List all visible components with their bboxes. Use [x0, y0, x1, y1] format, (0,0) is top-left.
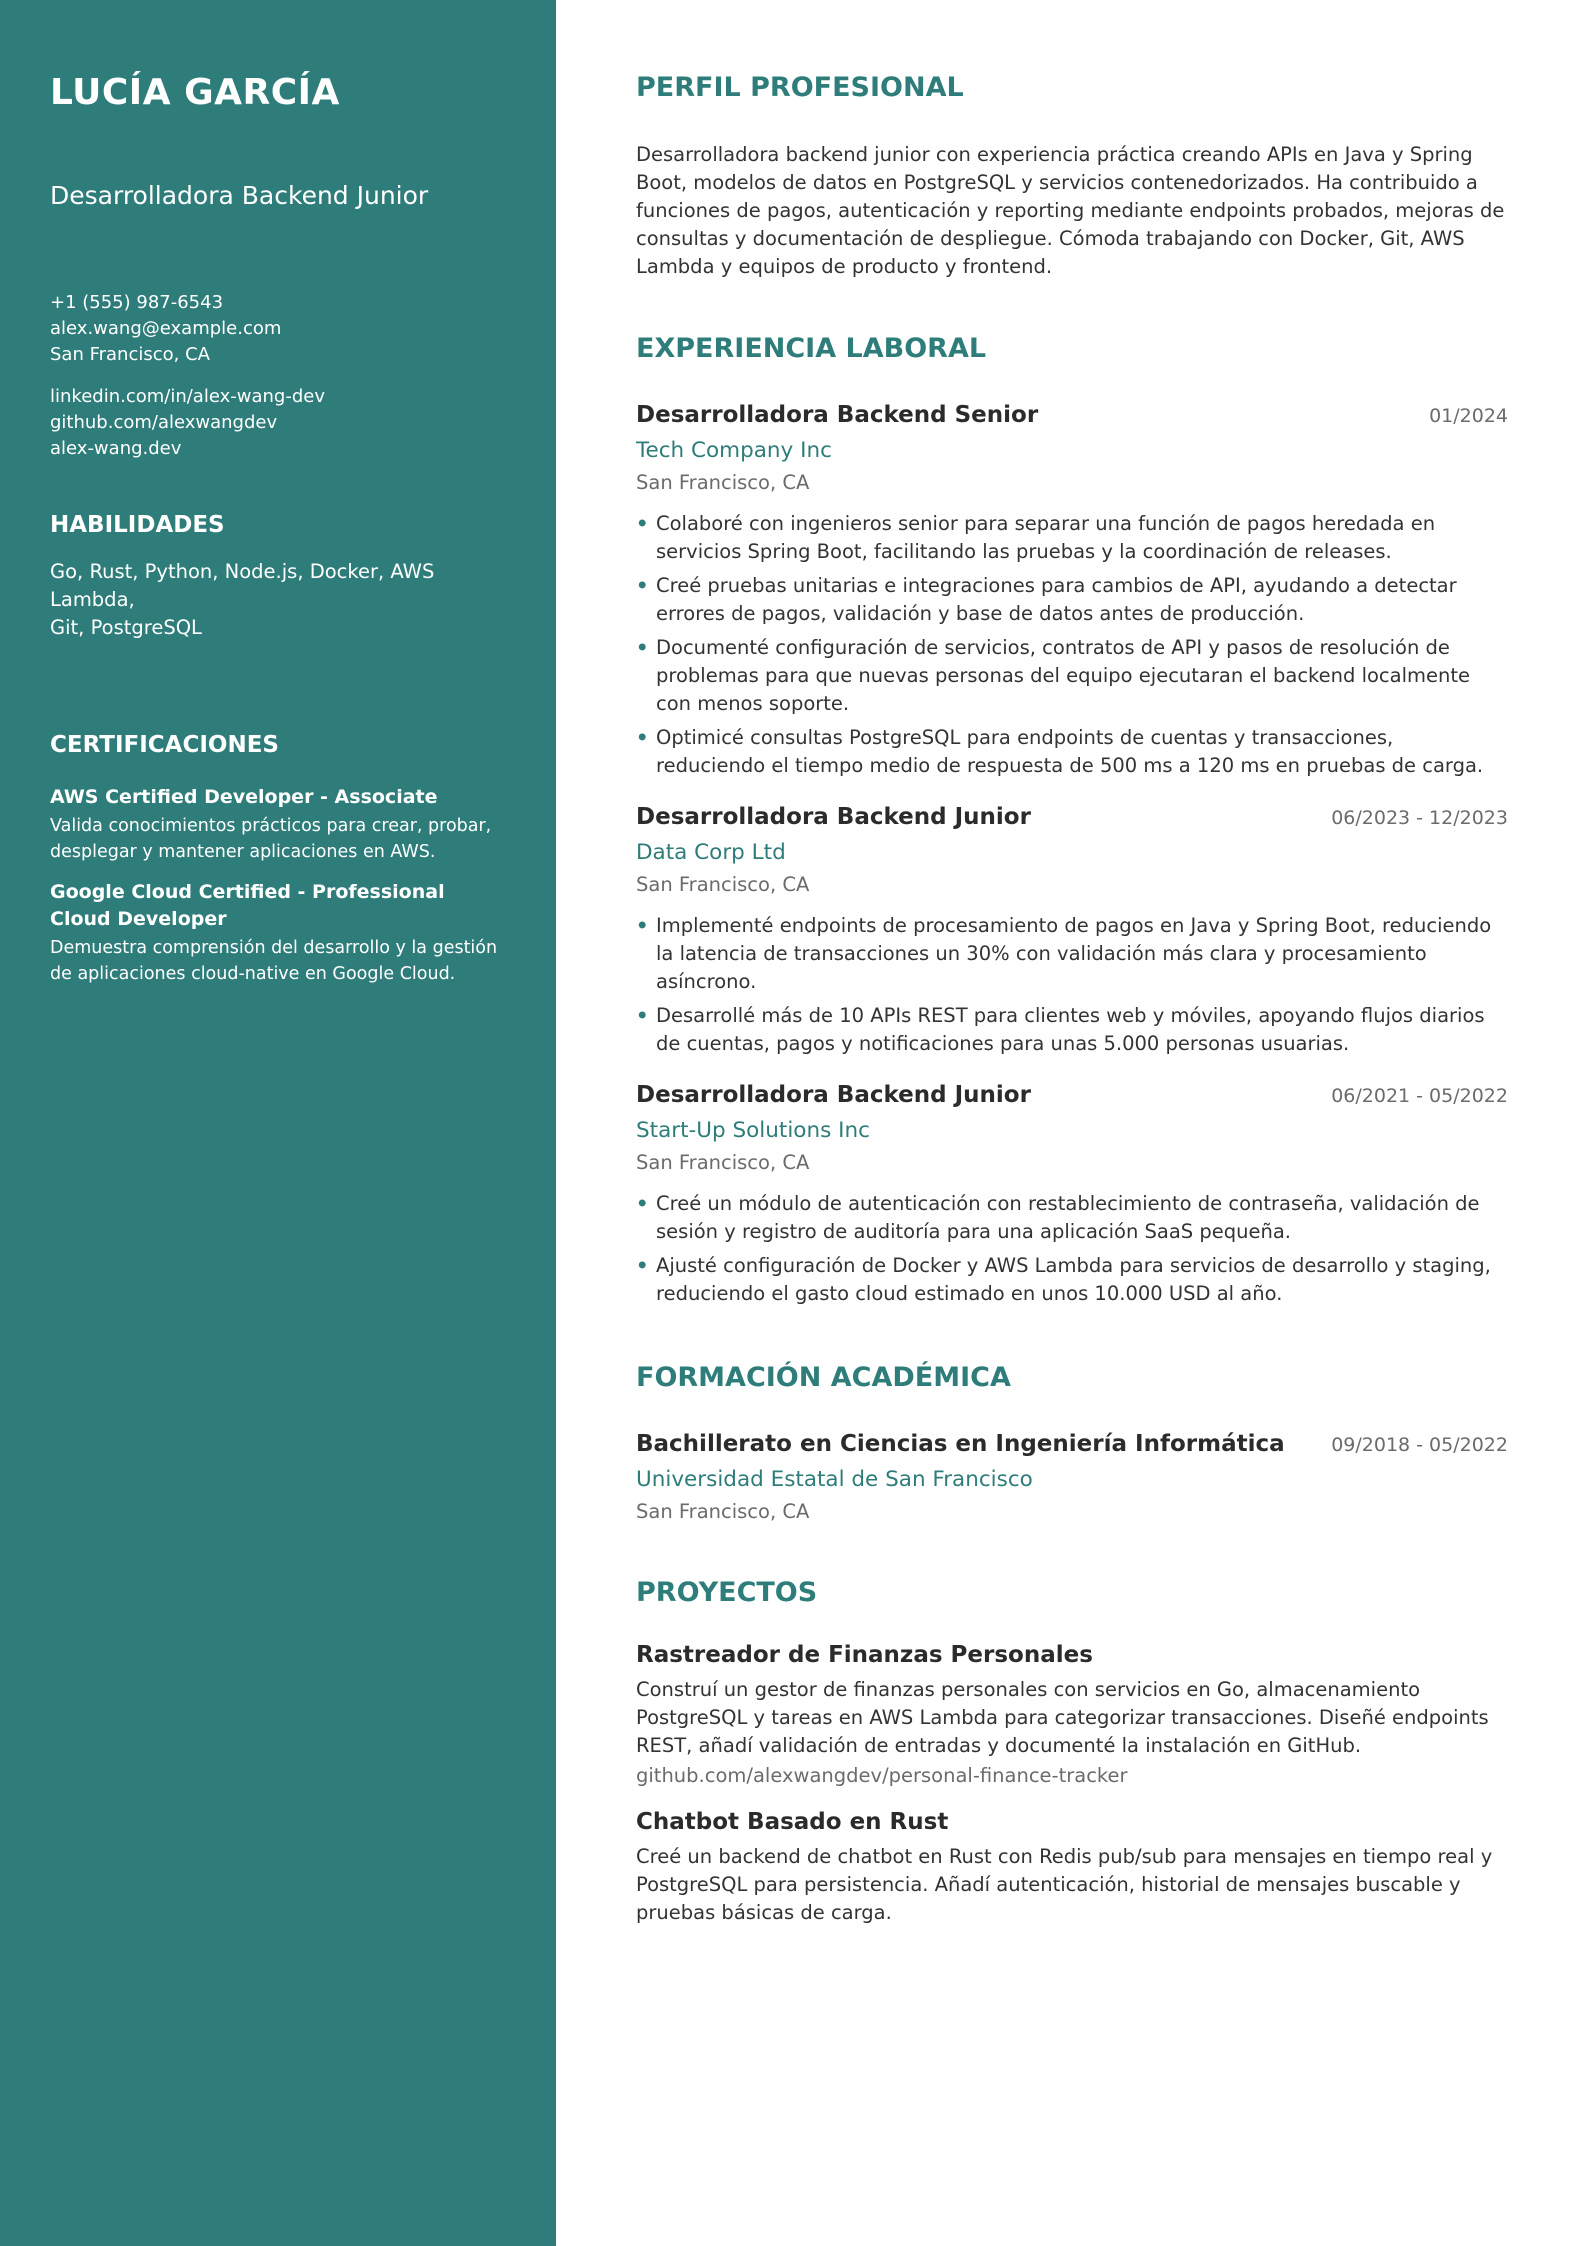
- bullet-icon: •: [636, 914, 649, 937]
- certification-description: Demuestra comprensión del desarrollo y la gestión de aplicaciones cloud-native en Google Cloud.: [50, 938, 498, 984]
- bullet-text: Creé pruebas unitarias e integraciones para cambios de API, ayudando a detectar errores de pagos, validación y base de datos antes de producción.: [656, 574, 1457, 625]
- project-link[interactable]: github.com/alexwangdev/personal-finance-tracker: [636, 1764, 1128, 1787]
- bullet-text: Creé un módulo de autenticación con restablecimiento de contraseña, validación de sesión y registro de auditoría para una aplicación SaaS pequeña.: [656, 1192, 1480, 1243]
- project-description: Construí un gestor de finanzas personales con servicios en Go, almacenamiento PostgreSQL y tareas en AWS Lambda para categorizar transacciones. Diseñé endpoints REST, añadí validación de entradas y documenté la instalación en GitHub.: [636, 1678, 1489, 1757]
- bullet-icon: •: [636, 636, 649, 659]
- job-bullets: [636, 912, 1508, 1058]
- bullet-icon: •: [636, 512, 649, 535]
- project-name: Chatbot Basado en Rust: [636, 1809, 949, 1835]
- job-date: 01/2024: [1429, 405, 1508, 427]
- sidebar: [0, 0, 556, 2246]
- main-content: [636, 0, 1508, 1927]
- candidate-title: Desarrolladora Backend Junior: [50, 181, 429, 210]
- job-location: San Francisco, CA: [636, 873, 810, 896]
- bullet-text: Colaboré con ingenieros senior para separar una función de pagos heredada en servicios Spring Boot, facilitando las pruebas y la coordinación de releases.: [656, 512, 1436, 563]
- certification-name: Google Cloud Certified - Professional Cloud Developer: [50, 881, 445, 930]
- education-heading: FORMACIÓN ACADÉMICA: [636, 1362, 1011, 1393]
- bullet-icon: •: [636, 1254, 649, 1277]
- job-company: Data Corp Ltd: [636, 840, 786, 865]
- bullet-text: Ajusté configuración de Docker y AWS Lambda para servicios de desarrollo y staging, reduciendo el gasto cloud estimado en unos 10.000 USD al año.: [656, 1254, 1491, 1305]
- bullet-text: Implementé endpoints de procesamiento de pagos en Java y Spring Boot, reduciendo la latencia de transacciones un 30% con validación más clara y procesamiento asíncrono.: [656, 914, 1492, 993]
- job-entry: [636, 804, 1508, 1058]
- job-entry: [636, 1082, 1508, 1308]
- school: Universidad Estatal de San Francisco: [636, 1467, 1033, 1492]
- bullet-icon: •: [636, 726, 649, 749]
- bullet-item: [636, 1190, 1508, 1246]
- email: alex.wang@example.com: [50, 318, 282, 339]
- contact-info: [50, 290, 506, 462]
- github-link[interactable]: github.com/alexwangdev: [50, 412, 278, 433]
- skills-line: Git, PostgreSQL: [50, 616, 202, 639]
- project-name: Rastreador de Finanzas Personales: [636, 1642, 1093, 1668]
- experience-heading: EXPERIENCIA LABORAL: [636, 333, 987, 364]
- website-link[interactable]: alex-wang.dev: [50, 438, 182, 459]
- certifications-heading: CERTIFICACIONES: [50, 732, 279, 758]
- job-entry: [636, 402, 1508, 780]
- projects-heading: PROYECTOS: [636, 1577, 818, 1608]
- job-role: Desarrolladora Backend Junior: [636, 804, 1031, 830]
- bullet-text: Desarrollé más de 10 APIs REST para clientes web y móviles, apoyando flujos diarios de cuentas, pagos y notificaciones para unas 5.000 personas usuarias.: [656, 1004, 1485, 1055]
- bullet-item: [636, 634, 1508, 718]
- certification-name: AWS Certified Developer - Associate: [50, 786, 438, 808]
- certification-description: Valida conocimientos prácticos para crear, probar, desplegar y mantener aplicaciones en AWS.: [50, 816, 492, 862]
- bullet-icon: •: [636, 1192, 649, 1215]
- bullet-icon: •: [636, 1004, 649, 1027]
- bullet-icon: •: [636, 574, 649, 597]
- project-entry: [636, 1809, 1508, 1927]
- bullet-item: [636, 510, 1508, 566]
- certification-item: [50, 879, 506, 987]
- job-role: Desarrolladora Backend Senior: [636, 402, 1039, 428]
- education-date: 09/2018 - 05/2022: [1331, 1434, 1508, 1456]
- project-entry: [636, 1642, 1508, 1787]
- job-location: San Francisco, CA: [636, 1151, 810, 1174]
- bullet-text: Documenté configuración de servicios, contratos de API y pasos de resolución de problemas para que nuevas personas del equipo ejecutaran el backend localmente con menos soporte.: [656, 636, 1471, 715]
- job-location: San Francisco, CA: [636, 471, 810, 494]
- skills-line: Go, Rust, Python, Node.js, Docker, AWS Lambda,: [50, 560, 435, 611]
- phone: +1 (555) 987-6543: [50, 292, 224, 313]
- school-location: San Francisco, CA: [636, 1500, 810, 1523]
- skills-heading: HABILIDADES: [50, 512, 225, 538]
- bullet-item: [636, 912, 1508, 996]
- job-company: Tech Company Inc: [636, 438, 832, 463]
- degree: Bachillerato en Ciencias en Ingeniería Informática: [636, 1431, 1285, 1457]
- summary-text: Desarrolladora backend junior con experiencia práctica creando APIs en Java y Spring Boot, modelos de datos en PostgreSQL y servicios contenedorizados. Ha contribuido a funciones de pagos, autenticación y reporting mediante endpoints probados, mejoras de consultas y documentación de despliegue. Cómoda trabajando con Docker, Git, AWS Lambda y equipos de producto y frontend.: [636, 143, 1505, 278]
- bullet-item: [636, 1002, 1508, 1058]
- bullet-item: [636, 572, 1508, 628]
- job-company: Start-Up Solutions Inc: [636, 1118, 870, 1143]
- bullet-text: Optimicé consultas PostgreSQL para endpoints de cuentas y transacciones, reduciendo el tiempo medio de respuesta de 500 ms a 120 ms en pruebas de carga.: [656, 726, 1484, 777]
- job-bullets: [636, 510, 1508, 780]
- job-date: 06/2021 - 05/2022: [1331, 1085, 1508, 1107]
- linkedin-link[interactable]: linkedin.com/in/alex-wang-dev: [50, 386, 325, 407]
- summary-heading: PERFIL PROFESIONAL: [636, 72, 964, 103]
- education-entry: [636, 1431, 1508, 1523]
- certification-item: [50, 784, 506, 865]
- skills-list: [50, 558, 506, 642]
- project-description: Creé un backend de chatbot en Rust con Redis pub/sub para mensajes en tiempo real y PostgreSQL para persistencia. Añadí autenticación, historial de mensajes buscable y pruebas básicas de carga.: [636, 1845, 1493, 1924]
- bullet-item: [636, 724, 1508, 780]
- job-role: Desarrolladora Backend Junior: [636, 1082, 1031, 1108]
- job-date: 06/2023 - 12/2023: [1331, 807, 1508, 829]
- location: San Francisco, CA: [50, 344, 210, 365]
- job-bullets: [636, 1190, 1508, 1308]
- candidate-name: LUCÍA GARCÍA: [50, 72, 340, 113]
- bullet-item: [636, 1252, 1508, 1308]
